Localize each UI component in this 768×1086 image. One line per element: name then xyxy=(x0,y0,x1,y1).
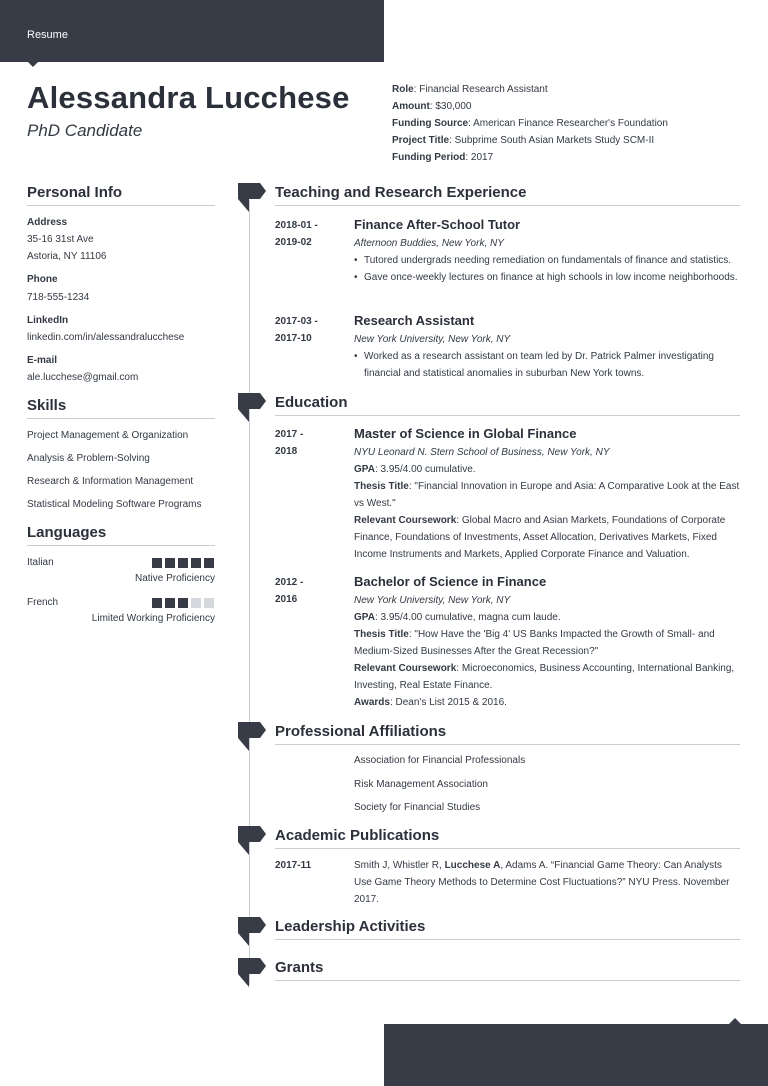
meta-funding-source: Funding Source: American Finance Researcher's Foundation xyxy=(392,118,668,129)
section-title-affiliations: Professional Affiliations xyxy=(275,723,740,745)
entry-date-end: 2016 xyxy=(275,594,298,605)
rating-square-filled xyxy=(178,598,188,608)
meta-amount: Amount: $30,000 xyxy=(392,101,472,112)
coursework-label: Relevant Coursework xyxy=(354,515,457,526)
section-title-teaching: Teaching and Research Experience xyxy=(275,184,740,206)
affiliation-item: Association for Financial Professionals xyxy=(354,755,526,766)
education-entry xyxy=(354,573,742,711)
affiliation-item: Risk Management Association xyxy=(354,779,488,790)
personal-info-section xyxy=(27,184,215,206)
header-notch xyxy=(27,61,39,67)
thesis-label: Thesis Title xyxy=(354,629,409,640)
address-label: Address xyxy=(27,217,68,228)
entry-date xyxy=(275,426,303,460)
publication-citation: , Adams A. “Financial Game Theory: Can Analysts Use Game Theory Methods to Determine Cost Fluctuations?” NYU Press. November 2017. xyxy=(354,860,730,905)
meta-role-label: Role xyxy=(392,84,414,95)
publication-date: 2017-11 xyxy=(275,860,312,871)
section-flag-icon xyxy=(238,826,266,856)
rating-square-filled xyxy=(152,598,162,608)
linkedin-label: LinkedIn xyxy=(27,315,69,326)
skill-item: Project Management & Organization xyxy=(27,430,189,441)
entry-date-start: 2017-03 - xyxy=(275,316,318,327)
language-name: French xyxy=(27,597,59,608)
section-flag-icon xyxy=(238,917,266,947)
bullet-item: • Gave once-weekly lectures on finance at high schools in low income neighborhoods. xyxy=(354,269,742,286)
entry-title: Research Assistant xyxy=(354,313,475,328)
header-label: Resume xyxy=(27,29,68,41)
footer-notch xyxy=(729,1018,741,1024)
entry-title: Master of Science in Global Finance xyxy=(354,426,577,441)
awards-line: Awards: Dean's List 2015 & 2016. xyxy=(354,697,507,708)
gpa-value: 3.95/4.00 cumulative. xyxy=(380,464,476,475)
entry-date xyxy=(275,574,303,608)
rating-square-filled xyxy=(178,558,188,568)
address-line2: Astoria, NY 11106 xyxy=(27,251,107,262)
meta-funding-source-label: Funding Source xyxy=(392,118,469,129)
rating-square-filled xyxy=(152,558,162,568)
entry-org: NYU Leonard N. Stern School of Business, New York, NY xyxy=(354,447,610,458)
bullet-item: • Worked as a research assistant on team led by Dr. Patrick Palmer investigating financial and statistical anomalies in suburban New York towns. xyxy=(354,348,742,382)
meta-funding-period: Funding Period: 2017 xyxy=(392,152,494,163)
entry-bullets xyxy=(354,348,742,382)
rating-square-filled xyxy=(204,558,214,568)
entry-date-start: 2018-01 - xyxy=(275,220,318,231)
candidate-subtitle: PhD Candidate xyxy=(27,121,143,140)
meta-role-value: Financial Research Assistant xyxy=(419,84,548,95)
experience-entry xyxy=(354,312,742,382)
entry-title: Bachelor of Science in Finance xyxy=(354,574,547,589)
candidate-name: Alessandra Lucchese xyxy=(27,80,350,115)
publication-author-highlight: Lucchese A xyxy=(444,860,501,871)
thesis-value: "How Have the 'Big 4' US Banks Impacted the Growth of Small- and Medium-Sized Businesses After the Great Recession?" xyxy=(354,629,715,657)
meta-project-title: Project Title: Subprime South Asian Markets Study SCM-II xyxy=(392,135,655,146)
entry-date-end: 2017-10 xyxy=(275,333,312,344)
meta-project-title-label: Project Title xyxy=(392,135,450,146)
gpa-line: GPA: 3.95/4.00 cumulative. xyxy=(354,464,476,475)
entry-date xyxy=(275,313,318,347)
meta-role: Role: Financial Research Assistant xyxy=(392,84,548,95)
rating-square-empty xyxy=(204,598,214,608)
entry-date xyxy=(275,217,318,251)
address-line1: 35-16 31st Ave xyxy=(27,234,94,245)
meta-funding-period-label: Funding Period xyxy=(392,152,466,163)
coursework-label: Relevant Coursework xyxy=(354,663,457,674)
section-flag-icon xyxy=(238,722,266,752)
entry-date-end: 2019-02 xyxy=(275,237,312,248)
rating-square-empty xyxy=(191,598,201,608)
languages-section xyxy=(27,524,215,546)
phone-value: 718-555-1234 xyxy=(27,292,90,303)
grant-meta xyxy=(392,81,668,166)
gpa-line: GPA: 3.95/4.00 cumulative, magna cum laude. xyxy=(354,612,561,623)
meta-project-title-value: Subprime South Asian Markets Study SCM-II xyxy=(454,135,655,146)
phone-label: Phone xyxy=(27,274,58,285)
entry-org: New York University, New York, NY xyxy=(354,334,511,345)
entry-title: Finance After-School Tutor xyxy=(354,217,521,232)
coursework-value: Global Macro and Asian Markets, Foundations of Corporate Finance, Foundations of Investments, Asset Allocation, Derivatives Markets, Fixed Income Instruments and Markets, Applied Corporate Finance and Valuation. xyxy=(354,515,726,560)
section-flag-icon xyxy=(238,393,266,423)
entry-org: New York University, New York, NY xyxy=(354,595,511,606)
entry-date-start: 2012 - xyxy=(275,577,304,588)
rating-square-filled xyxy=(165,598,175,608)
coursework-line: Relevant Coursework: Microeconomics, Business Accounting, International Banking, Investing, Real Estate Finance. xyxy=(354,663,735,691)
skills-heading: Skills xyxy=(27,397,215,419)
awards-value: Dean's List 2015 & 2016. xyxy=(395,697,507,708)
gpa-label: GPA xyxy=(354,612,375,623)
language-level: Limited Working Proficiency xyxy=(91,613,215,624)
education-entry xyxy=(354,425,742,563)
thesis-line: Thesis Title: "How Have the 'Big 4' US Banks Impacted the Growth of Small- and Medium-Sized Businesses After the Great Recession?" xyxy=(354,629,715,657)
publication-authors: Smith J, Whistler R, xyxy=(354,860,445,871)
skills-section xyxy=(27,397,215,419)
section-title-publications: Academic Publications xyxy=(275,827,740,849)
gpa-value: 3.95/4.00 cumulative, magna cum laude. xyxy=(380,612,561,623)
language-level: Native Proficiency xyxy=(134,573,215,584)
entry-bullets xyxy=(354,252,742,286)
skill-item: Research & Information Management xyxy=(27,476,194,487)
gpa-label: GPA xyxy=(354,464,375,475)
footer-band xyxy=(384,1024,768,1086)
affiliation-item: Society for Financial Studies xyxy=(354,802,481,813)
languages-heading: Languages xyxy=(27,524,215,546)
coursework-value: Microeconomics, Business Accounting, International Banking, Investing, Real Estate Finance. xyxy=(354,663,735,691)
awards-label: Awards xyxy=(354,697,390,708)
thesis-label: Thesis Title xyxy=(354,481,409,492)
experience-entry xyxy=(354,216,742,286)
language-rating xyxy=(152,598,214,608)
meta-funding-source-value: American Finance Researcher's Foundation xyxy=(473,118,668,129)
section-flag-icon xyxy=(238,183,266,213)
rating-square-filled xyxy=(165,558,175,568)
meta-funding-period-value: 2017 xyxy=(470,152,494,163)
bullet-item: • Tutored undergrads needing remediation on fundamentals of finance and statistics. xyxy=(354,252,742,269)
language-rating xyxy=(152,558,214,568)
thesis-value: "Financial Innovation in Europe and Asia: A Comparative Look at the East vs West." xyxy=(354,481,740,509)
publication-entry xyxy=(354,857,742,908)
rating-square-filled xyxy=(191,558,201,568)
thesis-line: Thesis Title: "Financial Innovation in Europe and Asia: A Comparative Look at the East vs West." xyxy=(354,481,740,509)
email-value: ale.lucchese@gmail.com xyxy=(27,372,139,383)
skill-item: Statistical Modeling Software Programs xyxy=(27,499,202,510)
section-title-education: Education xyxy=(275,394,740,416)
linkedin-value: linkedin.com/in/alessandralucchese xyxy=(27,332,185,343)
entry-date-end: 2018 xyxy=(275,446,298,457)
entry-date-start: 2017 - xyxy=(275,429,304,440)
timeline-line xyxy=(249,200,250,985)
section-title-leadership: Leadership Activities xyxy=(275,918,740,940)
coursework-line: Relevant Coursework: Global Macro and Asian Markets, Foundations of Corporate Finance, Foundations of Investments, Asset Allocation, Derivatives Markets, Fixed Income Instruments and Markets, Applied Corporate Finance and Valuation. xyxy=(354,515,726,560)
language-name: Italian xyxy=(27,557,54,568)
email-label: E-mail xyxy=(27,355,58,366)
section-title-grants: Grants xyxy=(275,959,740,981)
skill-item: Analysis & Problem-Solving xyxy=(27,453,150,464)
section-flag-icon xyxy=(238,958,266,988)
meta-amount-label: Amount xyxy=(392,101,430,112)
personal-info-heading: Personal Info xyxy=(27,184,215,206)
entry-org: Afternoon Buddies, New York, NY xyxy=(354,238,504,249)
meta-amount-value: $30,000 xyxy=(435,101,472,112)
